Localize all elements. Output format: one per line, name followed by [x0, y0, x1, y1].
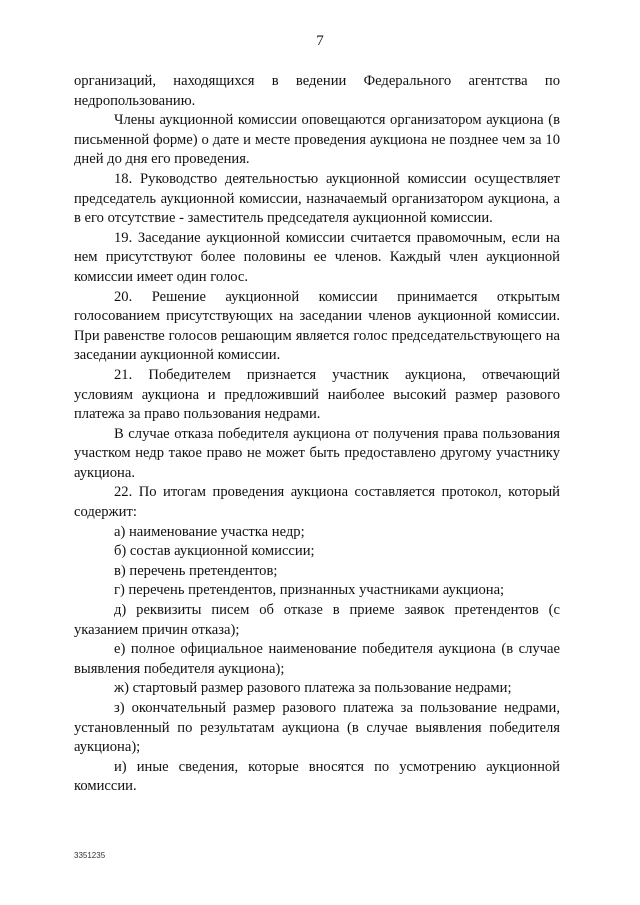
paragraph-19: 19. Заседание аукционной комиссии считается правомочным, если на нем присутствуют более половины ее членов. Каждый член аукционной комиссии имеет один голос.	[74, 229, 560, 285]
paragraph-18: 18. Руководство деятельностью аукционной комиссии осуществляет председатель аукционной комиссии, назначаемый организатором аукциона, а в его отсутствие - заместитель председателя аукционной комиссии.	[74, 170, 560, 227]
paragraph-22: 22. По итогам проведения аукциона составляется протокол, который содержит:	[74, 484, 560, 521]
paragraph-refusal: В случае отказа победителя аукциона от получения права пользования участком недр такое право не может быть предоставлено другому участнику аукциона.	[74, 425, 560, 481]
list-item-b: б) состав аукционной комиссии;	[114, 543, 315, 560]
paragraph-continuation: организаций, находящихся в ведении Федерального агентства по недропользованию.	[74, 73, 560, 109]
page-number: 7	[316, 33, 324, 49]
list-item-z: з) окончательный размер разового платежа за пользование недрами, установленный по результатам аукциона (в случае выявления победителя аукциона);	[74, 700, 560, 756]
list-item-e: е) полное официальное наименование победителя аукциона (в случае выявления победителя аукциона);	[74, 641, 560, 677]
document-code: 3351235	[74, 851, 106, 860]
paragraph-notification: Члены аукционной комиссии оповещаются организатором аукциона (в письменной форме) о дате и месте проведения аукциона не позднее чем за 10 дней до дня его проведения.	[74, 112, 560, 168]
list-item-i: и) иные сведения, которые вносятся по усмотрению аукционной комиссии.	[74, 758, 560, 795]
document-body	[74, 72, 560, 797]
paragraph-20: 20. Решение аукционной комиссии принимается открытым голосованием присутствующих на заседании членов аукционной комиссии. При равенстве голосов решающим является голос председательствующего на заседании аукционной комиссии.	[74, 288, 560, 364]
paragraph-21: 21. Победителем признается участник аукциона, отвечающий условиям аукциона и предложивший наиболее высокий размер разового платежа за право пользования недрами.	[74, 366, 560, 423]
list-item-g: г) перечень претендентов, признанных участниками аукциона;	[114, 582, 505, 599]
list-item-zh: ж) стартовый размер разового платежа за пользование недрами;	[114, 680, 512, 697]
list-item-d: д) реквизиты писем об отказе в приеме заявок претендентов (с указанием причин отказа);	[74, 602, 560, 638]
list-item-a: а) наименование участка недр;	[114, 523, 305, 540]
list-item-v: в) перечень претендентов;	[114, 562, 278, 579]
